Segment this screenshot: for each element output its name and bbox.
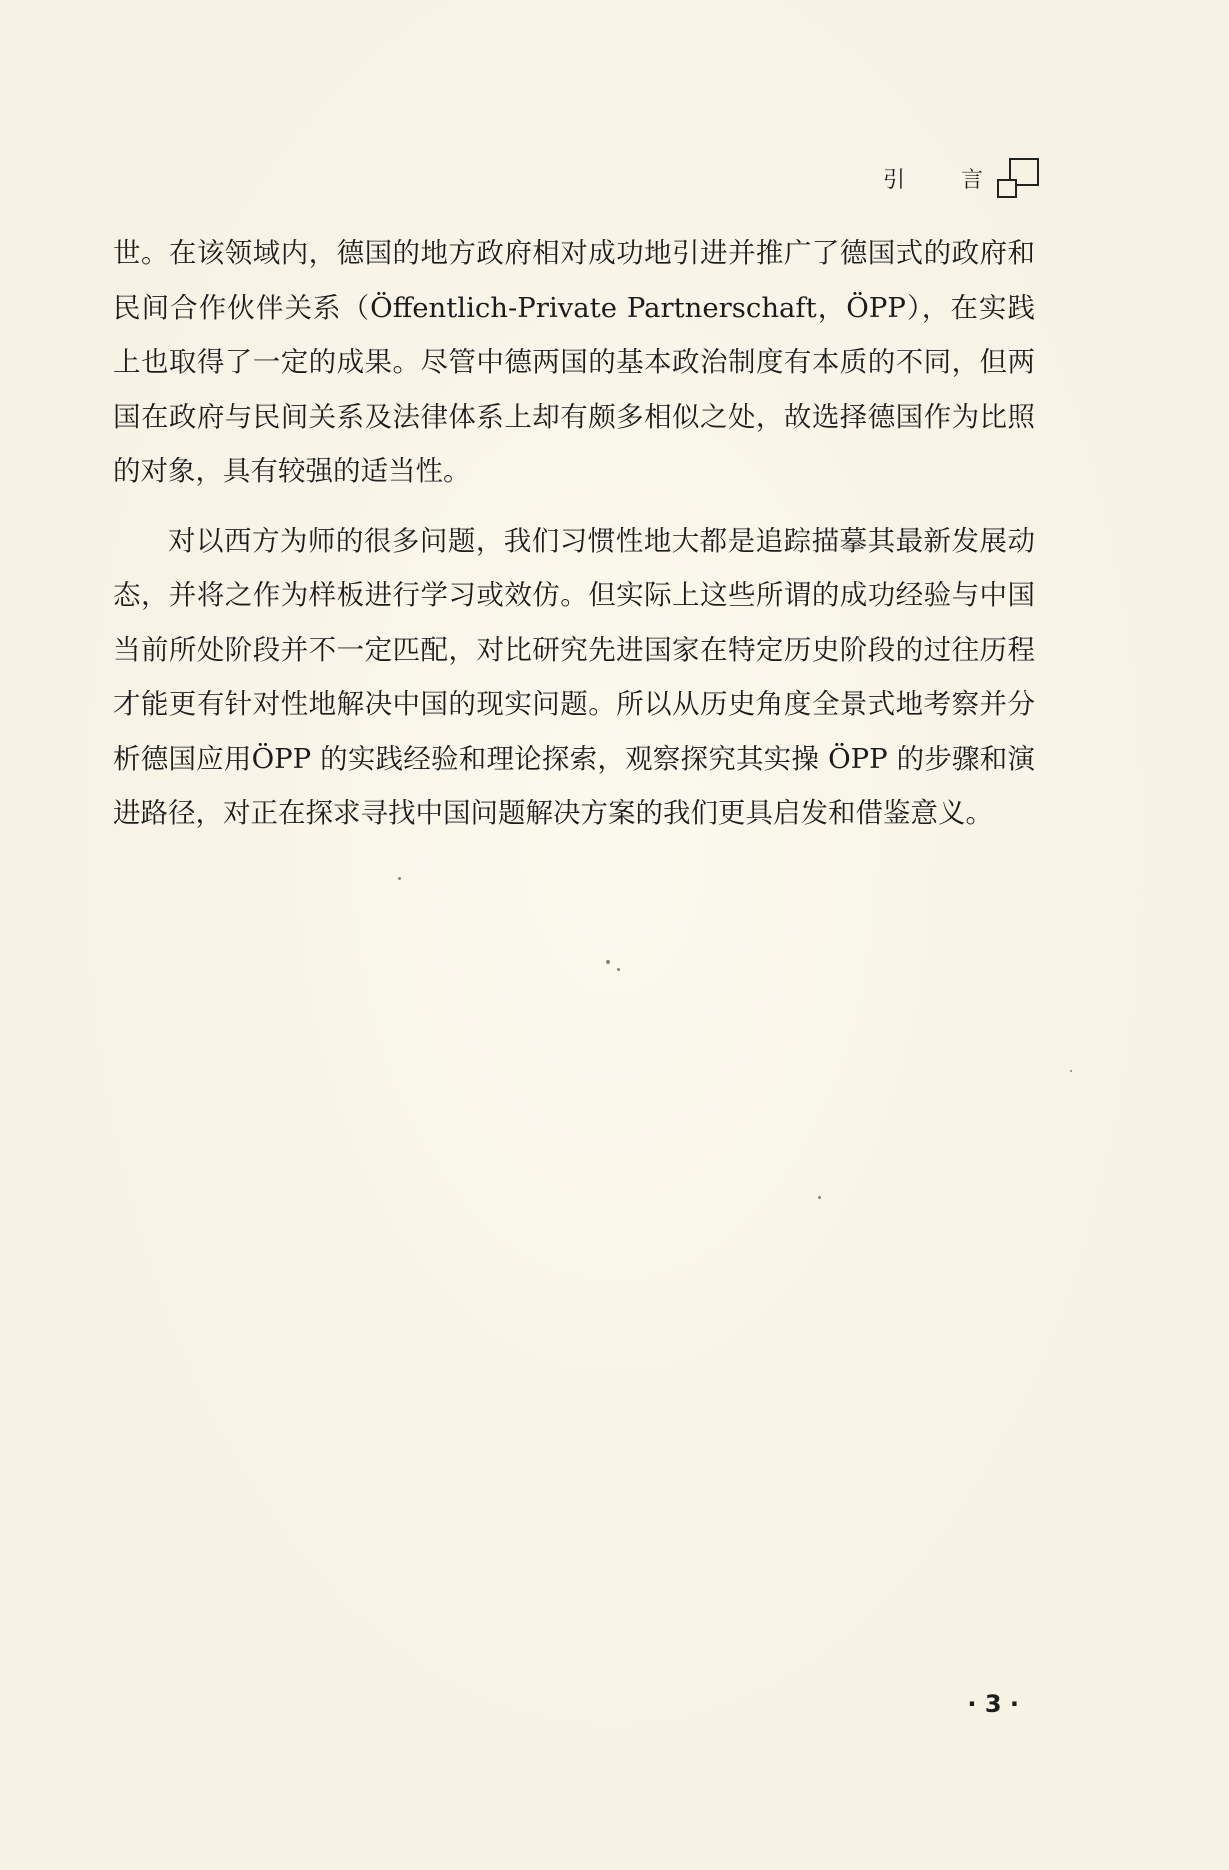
paper-speck: [818, 1196, 821, 1199]
paragraph-2: 对以西方为师的很多问题，我们习惯性地大都是追踪描摹其最新发展动态，并将之作为样板进行学习或效仿。但实际上这些所谓的成功经验与中国当前所处阶段并不一定匹配，对比研究先进国家在特定历史阶段的过往历程才能更有针对性地解决中国的现实问题。所以从历史角度全景式地考察并分析德国应用ÖPP 的实践经验和理论探索，观察探究其实操 ÖPP 的步骤和演进路径，对正在探求寻找中国问题解决方案的我们更具启发和借鉴意义。: [113, 524, 1035, 829]
paper-speck: [606, 960, 610, 964]
running-header-char-1: 引: [882, 167, 905, 193]
running-header-char-2: 言: [960, 167, 983, 193]
paper-speck: [398, 877, 401, 880]
running-header: [883, 158, 1039, 198]
body-text: [113, 226, 1035, 841]
paper-speck: [617, 968, 620, 971]
page-number: · 3 ·: [967, 1690, 1019, 1718]
paper-speck: [1070, 1070, 1072, 1072]
small-square-shape: [997, 179, 1017, 198]
paragraph-1: 世。在该领域内，德国的地方政府相对成功地引进并推广了德国式的政府和民间合作伙伴关系（Öffentlich-Private Partnerschaft，ÖPP），在实践上也取得了一定的成果。尽管中德两国的基本政治制度有本质的不同，但两国在政府与民间关系及法律体系上却有颇多相似之处，故选择德国作为比照的对象，具有较强的适当性。: [113, 237, 1035, 487]
overlapping-squares-icon: [997, 158, 1039, 198]
